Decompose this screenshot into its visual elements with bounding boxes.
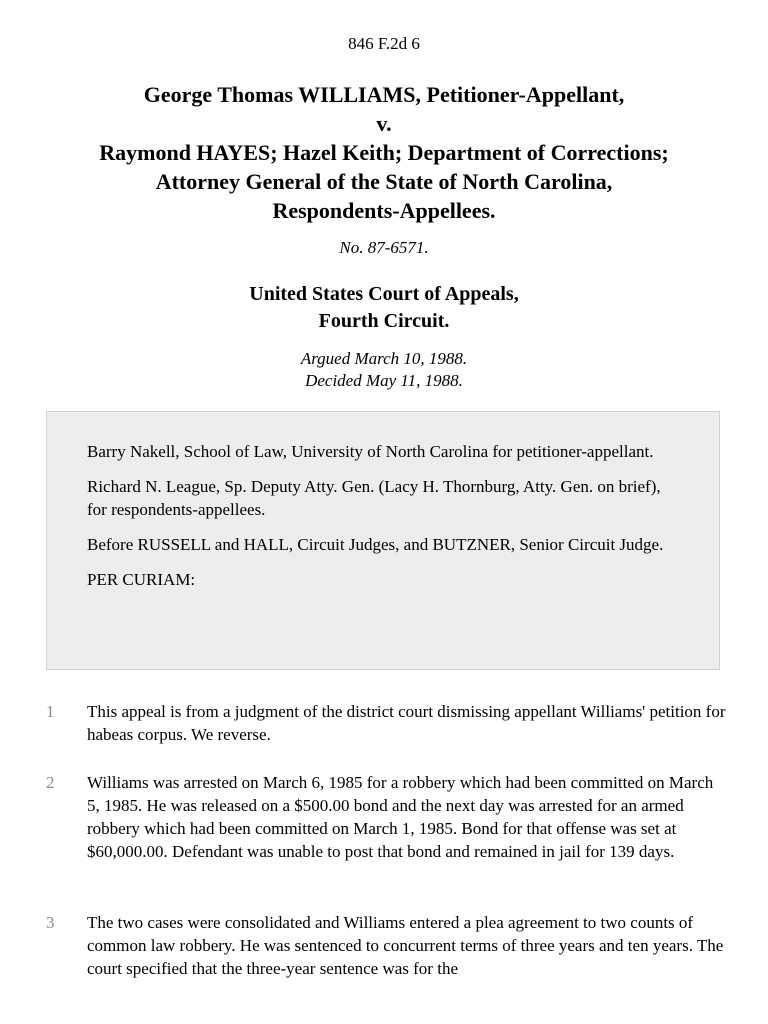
judges-panel: Before RUSSELL and HALL, Circuit Judges, and BUTZNER, Senior Circuit Judge. (87, 535, 664, 554)
case-dates (0, 348, 768, 392)
per-curiam-label: PER CURIAM: (87, 570, 196, 589)
paragraph-text: Williams was arrested on March 6, 1985 for a robbery which had been committed on March 5, 1985. He was released on a $500.00 bond and the next day was arrested for an armed robbery which had been committed on March 1, 1985. Bond for that offense was set at $60,000.00. Defendant was unable to post that bond and remained in jail for 139 days. (87, 773, 714, 861)
paragraph-text: The two cases were consolidated and Williams entered a plea agreement to two counts of common law robbery. He was sentenced to concurrent terms of three years and ten years. The court specified that the three-year sentence was for the (87, 913, 724, 978)
respondents-line-1: Raymond HAYES; Hazel Keith; Department of Corrections; (99, 140, 669, 165)
paragraph-number: 3 (46, 913, 55, 932)
decided-date: Decided May 11, 1988. (305, 371, 463, 390)
docket-number: No. 87-6571. (339, 238, 429, 257)
court-line-2: Fourth Circuit. (318, 310, 450, 332)
paragraph-number: 2 (46, 773, 55, 792)
appellant-counsel: Barry Nakell, School of Law, University of North Carolina for petitioner-appellant. (87, 442, 654, 461)
case-caption (30, 80, 738, 225)
respondents-line-2: Attorney General of the State of North Carolina, (155, 169, 613, 194)
versus-label: v. (376, 111, 392, 136)
paragraph-number: 1 (46, 702, 55, 721)
court-name (0, 281, 768, 335)
petitioner-name: George Thomas WILLIAMS, Petitioner-Appellant, (143, 82, 625, 107)
appellees-counsel: Richard N. League, Sp. Deputy Atty. Gen. (Lacy H. Thornburg, Atty. Gen. on brief), for respondents-appellees. (87, 477, 661, 519)
counsel-panel (46, 411, 720, 670)
court-line-1: United States Court of Appeals, (249, 283, 519, 305)
respondents-line-3: Respondents-Appellees. (272, 198, 496, 223)
paragraph-text: This appeal is from a judgment of the district court dismissing appellant Williams' petition for habeas corpus. We reverse. (87, 702, 726, 744)
case-citation: 846 F.2d 6 (348, 34, 420, 53)
argued-date: Argued March 10, 1988. (300, 349, 468, 368)
